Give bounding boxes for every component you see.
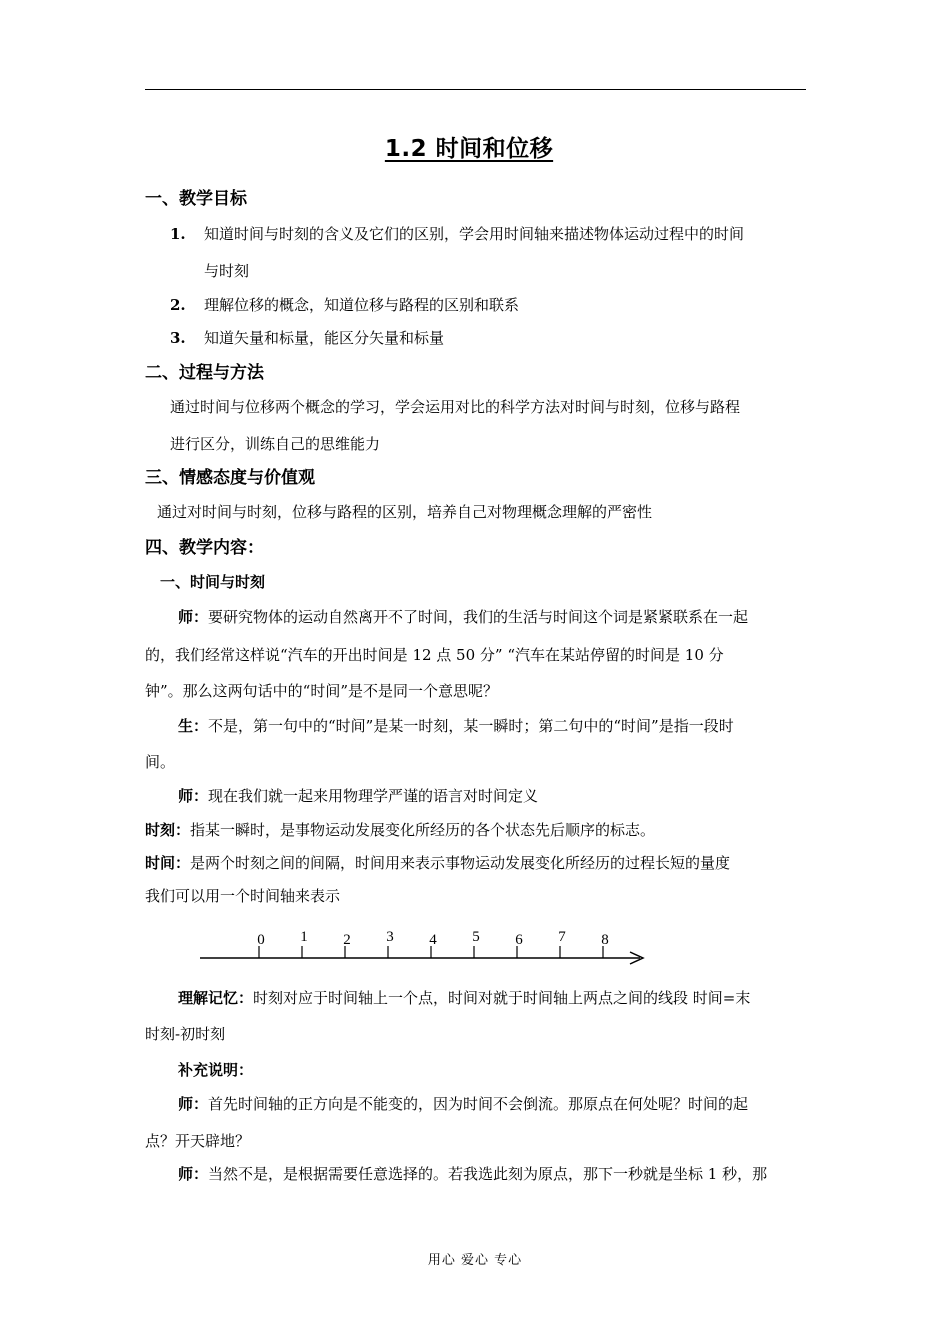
time-axis (200, 918, 660, 970)
list-item-continuation: 与时刻 (204, 262, 250, 280)
dialogue-text: 要研究物体的运动自然离开不了时间，我们的生活与时间这个词是紧紧联系在一起 (208, 608, 749, 626)
page-footer: 用心 爱心 专心 (427, 1253, 523, 1268)
dialogue-line: 的，我们经常这样说“汽车的开出时间是 12 点 50 分” “汽车在某站停留的时间是 10 分 (145, 646, 724, 664)
memo-line: 时刻-初时刻 (145, 1025, 226, 1043)
memo-line (178, 988, 750, 1008)
definition-term: 时刻： (145, 821, 191, 839)
section-heading-attitude: 三、情感态度与价值观 (145, 468, 315, 488)
definition-text: 指某一瞬时，是事物运动发展变化所经历的各个状态先后顺序的标志。 (190, 821, 656, 839)
dialogue-line: 钟”。那么这两句话中的“时间”是不是同一个意思呢？ (145, 682, 499, 700)
section-heading-methods: 二、过程与方法 (145, 363, 264, 383)
list-item (170, 295, 519, 315)
section-heading-goals: 一、教学目标 (145, 189, 247, 209)
axis-tick-label: 5 (472, 929, 480, 945)
paragraph-line: 通过对时间与时刻，位移与路程的区别，培养自己对物理概念理解的严密性 (157, 503, 653, 521)
dialogue-line (178, 1164, 767, 1184)
axis-intro: 我们可以用一个时间轴来表示 (145, 887, 341, 905)
subsection-heading: 一、时间与时刻 (160, 573, 266, 591)
paragraph-line: 通过时间与位移两个概念的学习，学会运用对比的科学方法对时间与时刻，位移与路程 (170, 398, 741, 416)
definition-text: 是两个时刻之间的间隔，时间用来表示事物运动发展变化所经历的过程长短的量度 (190, 854, 731, 872)
section-heading-content: 四、教学内容： (145, 538, 264, 558)
list-item (170, 328, 444, 348)
dialogue-text: 不是，第一句中的“时间”是某一时刻，某一瞬时；第二句中的“时间”是指一段时 (208, 717, 734, 735)
memo-text: 时刻对应于时间轴上一个点，时间对就于时间轴上两点之间的线段 时间=末 (253, 989, 751, 1007)
dialogue-line (178, 1094, 748, 1114)
definition-time (145, 853, 730, 873)
header-rule (145, 89, 806, 90)
axis-tick-label: 1 (300, 929, 308, 945)
list-number: 1. (170, 225, 186, 243)
memo-term: 理解记忆： (178, 989, 254, 1007)
axis-tick-label: 3 (386, 929, 394, 945)
list-text: 知道时间与时刻的含义及它们的区别，学会用时间轴来描述物体运动过程中的时间 (204, 225, 745, 243)
dialogue-line: 点？开天辟地？ (145, 1132, 251, 1150)
supplement-heading: 补充说明： (178, 1061, 254, 1079)
page-title: 1.2 时间和位移 (384, 136, 554, 162)
axis-tick-label: 8 (601, 932, 609, 948)
paragraph-line: 进行区分，训练自己的思维能力 (170, 435, 381, 453)
axis-tick-label: 4 (429, 932, 437, 948)
list-item (170, 224, 744, 244)
speaker-label: 师： (178, 1095, 209, 1113)
dialogue-text: 现在我们就一起来用物理学严谨的语言对时间定义 (208, 787, 539, 805)
dialogue-line (178, 786, 538, 806)
dialogue-line (178, 607, 748, 627)
list-text: 知道矢量和标量，能区分矢量和标量 (204, 329, 445, 347)
definition-moment (145, 820, 655, 840)
speaker-label: 师： (178, 1165, 209, 1183)
axis-tick-label: 7 (558, 929, 566, 945)
definition-term: 时间： (145, 854, 191, 872)
speaker-label: 生： (178, 717, 209, 735)
dialogue-line (178, 716, 734, 736)
axis-tick-label: 2 (343, 932, 351, 948)
list-number: 2. (170, 296, 186, 314)
speaker-label: 师： (178, 608, 209, 626)
speaker-label: 师： (178, 787, 209, 805)
dialogue-line: 间。 (145, 753, 176, 771)
dialogue-text: 当然不是，是根据需要任意选择的。若我选此刻为原点，那下一秒就是坐标 1 秒，那 (208, 1165, 768, 1183)
dialogue-text: 首先时间轴的正方向是不能变的，因为时间不会倒流。那原点在何处呢？时间的起 (208, 1095, 749, 1113)
list-text: 理解位移的概念，知道位移与路程的区别和联系 (204, 296, 520, 314)
axis-tick-label: 0 (257, 932, 265, 948)
axis-tick-label: 6 (515, 932, 523, 948)
list-number: 3. (170, 329, 186, 347)
